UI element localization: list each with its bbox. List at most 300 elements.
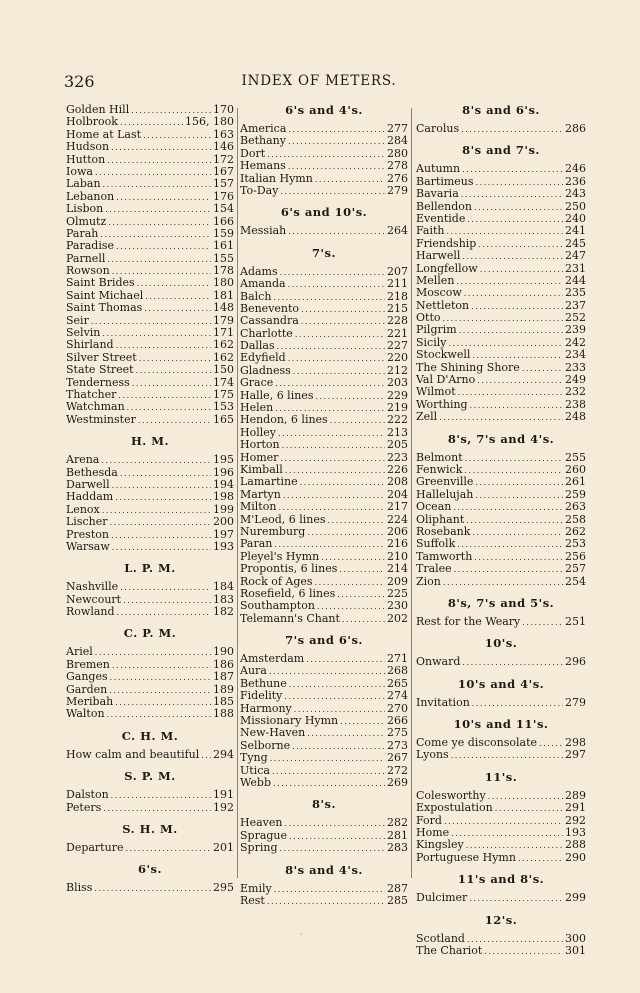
tune-name: Kingsley bbox=[416, 838, 464, 852]
tune-name: To-Day bbox=[240, 183, 279, 197]
tune-name: Carolus bbox=[416, 122, 460, 135]
page-ref: 166 bbox=[213, 214, 234, 228]
dot-leader bbox=[289, 830, 385, 843]
page-ref: 205 bbox=[387, 438, 408, 452]
dot-leader bbox=[465, 452, 563, 465]
tune-name: Westminster bbox=[66, 412, 136, 426]
index-entry bbox=[240, 563, 408, 575]
dot-leader bbox=[111, 529, 211, 542]
page-ref: 201 bbox=[213, 840, 234, 854]
index-entry bbox=[66, 141, 234, 153]
meter-heading: 10's and 4's. bbox=[457, 676, 545, 691]
dot-leader bbox=[539, 737, 563, 750]
tune-name: Pilgrim bbox=[416, 323, 457, 337]
page-ref: 261 bbox=[565, 475, 586, 489]
page-ref: 230 bbox=[387, 599, 408, 613]
page-ref: 235 bbox=[565, 286, 586, 300]
tune-name: Friendship bbox=[416, 236, 477, 250]
page-ref: 278 bbox=[387, 159, 408, 173]
dot-leader bbox=[458, 386, 563, 399]
page-ref: 285 bbox=[387, 893, 408, 907]
tune-name: Heaven bbox=[240, 816, 283, 830]
page-ref: 251 bbox=[565, 614, 586, 628]
page-ref: 217 bbox=[387, 500, 408, 514]
tune-name: Newcourt bbox=[66, 592, 122, 606]
tune-name: Fenwick bbox=[416, 462, 463, 476]
page-ref: 287 bbox=[387, 881, 408, 895]
tune-name: Kimball bbox=[240, 462, 283, 476]
tune-name: Ariel bbox=[66, 645, 93, 659]
dot-leader bbox=[480, 263, 563, 276]
page-ref: 281 bbox=[387, 828, 408, 842]
tune-name: Shirland bbox=[66, 338, 114, 352]
page-header bbox=[64, 72, 574, 92]
tune-name: Hemans bbox=[240, 159, 286, 173]
dot-leader bbox=[95, 166, 211, 179]
meter-heading: L. P. M. bbox=[124, 561, 176, 576]
tune-name: State Street bbox=[66, 363, 134, 377]
tune-name: Cassandra bbox=[240, 314, 299, 328]
tune-name: Missionary Hymn bbox=[240, 714, 339, 728]
page-ref: 208 bbox=[387, 475, 408, 489]
index-entry bbox=[240, 135, 408, 147]
index-entry bbox=[240, 752, 408, 764]
index-entry bbox=[416, 538, 586, 550]
index-entry bbox=[240, 690, 408, 702]
tune-name: Tenderness bbox=[66, 375, 130, 389]
page-ref: 242 bbox=[565, 335, 586, 349]
page-ref: 210 bbox=[387, 549, 408, 563]
index-entry bbox=[66, 401, 234, 413]
dot-leader bbox=[288, 135, 385, 148]
page-ref: 222 bbox=[387, 413, 408, 427]
meter-heading: 8's and 4's. bbox=[285, 862, 363, 877]
tune-name: Dallas bbox=[240, 339, 275, 353]
meter-heading: 12's. bbox=[484, 912, 518, 927]
dot-leader bbox=[444, 815, 563, 828]
dot-leader bbox=[284, 690, 385, 703]
page-ref: 257 bbox=[565, 562, 586, 576]
page-ref: 165 bbox=[213, 412, 234, 426]
tune-name: Stockwell bbox=[416, 348, 471, 362]
tune-name: Zion bbox=[416, 574, 441, 588]
index-entry bbox=[416, 349, 586, 361]
index-entry bbox=[416, 300, 586, 312]
dot-leader bbox=[105, 203, 211, 216]
tune-name: Adams bbox=[240, 264, 278, 278]
page-ref: 184 bbox=[213, 580, 234, 594]
page-ref: 288 bbox=[565, 838, 586, 852]
tune-name: Expostulation bbox=[416, 801, 493, 815]
dot-leader bbox=[522, 362, 563, 375]
index-entry bbox=[416, 802, 586, 814]
index-entry bbox=[66, 454, 234, 466]
dot-leader bbox=[522, 616, 563, 629]
tune-name: Emily bbox=[240, 881, 272, 895]
dot-leader bbox=[288, 225, 385, 238]
dot-leader bbox=[453, 501, 563, 514]
page-ref: 298 bbox=[565, 736, 586, 750]
tune-name: Saint Brides bbox=[66, 276, 135, 290]
page-ref: 215 bbox=[387, 301, 408, 315]
dot-leader bbox=[103, 178, 211, 191]
dot-leader bbox=[112, 479, 211, 492]
page-ref: 292 bbox=[565, 813, 586, 827]
page-ref: 180 bbox=[213, 276, 234, 290]
tune-name: Saint Thomas bbox=[66, 301, 143, 315]
page-ref: 200 bbox=[213, 515, 234, 529]
dot-leader bbox=[306, 653, 385, 666]
index-entry bbox=[66, 708, 234, 720]
page-ref: 262 bbox=[565, 524, 586, 538]
page-ref: 280 bbox=[387, 146, 408, 160]
tune-name: Bartimeus bbox=[416, 174, 474, 188]
index-entry bbox=[240, 185, 408, 197]
meter-heading: C. P. M. bbox=[123, 626, 177, 641]
tune-name: Bavaria bbox=[416, 187, 459, 201]
page-ref: 237 bbox=[565, 298, 586, 312]
tune-name: Southampton bbox=[240, 599, 315, 613]
dot-leader bbox=[454, 563, 563, 576]
dot-leader bbox=[340, 715, 385, 728]
tune-name: How calm and beautiful bbox=[66, 747, 200, 761]
page-ref: 282 bbox=[387, 816, 408, 830]
tune-name: Fidelity bbox=[240, 689, 283, 703]
index-entry bbox=[66, 240, 234, 252]
page-ref: 175 bbox=[213, 387, 234, 401]
index-entry bbox=[66, 178, 234, 190]
tune-name: Olmutz bbox=[66, 214, 107, 228]
index-entry bbox=[240, 538, 408, 550]
dot-leader bbox=[439, 411, 563, 424]
tune-name: Dort bbox=[240, 146, 266, 160]
page-ref: 218 bbox=[387, 289, 408, 303]
page-ref: 233 bbox=[565, 360, 586, 374]
dot-leader bbox=[116, 240, 211, 253]
dot-leader bbox=[201, 749, 211, 762]
tune-name: Homer bbox=[240, 450, 279, 464]
tune-name: Invitation bbox=[416, 695, 470, 709]
tune-name: Paran bbox=[240, 537, 273, 551]
tune-name: Telemann's Chant bbox=[240, 611, 340, 625]
page-ref: 196 bbox=[213, 465, 234, 479]
page-ref: 241 bbox=[565, 224, 586, 238]
dot-leader bbox=[337, 588, 385, 601]
dot-leader bbox=[132, 377, 211, 390]
index-entry bbox=[240, 895, 408, 907]
dot-leader bbox=[144, 302, 211, 315]
tune-name: Suffolk bbox=[416, 537, 456, 551]
page-ref: 286 bbox=[565, 122, 586, 135]
tune-name: Saint Michael bbox=[66, 288, 144, 302]
column-divider bbox=[237, 108, 238, 878]
page-ref: 252 bbox=[565, 311, 586, 325]
dot-leader bbox=[274, 883, 385, 896]
dot-leader bbox=[288, 352, 385, 365]
dot-leader bbox=[112, 659, 211, 672]
page-ref: 214 bbox=[387, 562, 408, 576]
index-entry bbox=[66, 842, 234, 854]
dot-leader bbox=[111, 141, 211, 154]
page-ref: 300 bbox=[565, 931, 586, 945]
dot-leader bbox=[495, 802, 563, 815]
page-ref: 250 bbox=[565, 199, 586, 213]
index-entry bbox=[240, 777, 408, 789]
dot-leader bbox=[272, 765, 385, 778]
dot-leader bbox=[103, 802, 211, 815]
dot-leader bbox=[282, 439, 385, 452]
tune-name: Tyng bbox=[240, 751, 268, 765]
dot-leader bbox=[474, 201, 563, 214]
index-entry bbox=[240, 817, 408, 829]
index-entry bbox=[416, 476, 586, 488]
page-ref: 207 bbox=[387, 264, 408, 278]
page-ref: 146 bbox=[213, 140, 234, 154]
index-entry bbox=[416, 324, 586, 336]
page-ref: 202 bbox=[387, 611, 408, 625]
dot-leader bbox=[443, 576, 563, 589]
dot-leader bbox=[451, 827, 563, 840]
page-ref: 231 bbox=[565, 261, 586, 275]
tune-name: Rock of Ages bbox=[240, 574, 313, 588]
page-ref: 256 bbox=[565, 549, 586, 563]
index-entry bbox=[240, 278, 408, 290]
meter-heading: 10's. bbox=[484, 636, 518, 651]
index-entry bbox=[66, 581, 234, 593]
index-entry bbox=[66, 116, 234, 128]
index-entry bbox=[416, 501, 586, 513]
page-ref: 188 bbox=[213, 707, 234, 721]
index-entry bbox=[416, 287, 586, 299]
index-entry bbox=[66, 339, 234, 351]
dot-leader bbox=[138, 414, 211, 427]
tune-name: Rowland bbox=[66, 605, 115, 619]
dot-leader bbox=[102, 504, 211, 517]
page-ref: 195 bbox=[213, 453, 234, 467]
dot-leader bbox=[459, 324, 563, 337]
tune-name: Paradise bbox=[66, 239, 114, 253]
tune-name: Holley bbox=[240, 425, 276, 439]
meter-heading: S. H. M. bbox=[122, 821, 178, 836]
tune-name: Golden Hill bbox=[66, 103, 130, 116]
index-entry bbox=[66, 203, 234, 215]
dot-leader bbox=[116, 191, 211, 204]
index-entry bbox=[240, 476, 408, 488]
page-ref: 161 bbox=[213, 239, 234, 253]
tune-name: Hallelujah bbox=[416, 487, 474, 501]
tune-name: Lyons bbox=[416, 748, 449, 762]
dot-leader bbox=[476, 176, 563, 189]
index-entry bbox=[66, 491, 234, 503]
index-entry bbox=[240, 439, 408, 451]
meter-heading: 11's. bbox=[484, 769, 518, 784]
tune-name: Departure bbox=[66, 840, 124, 854]
index-entry bbox=[416, 563, 586, 575]
index-entry bbox=[240, 414, 408, 426]
dot-leader bbox=[464, 464, 563, 477]
index-entry bbox=[416, 945, 586, 957]
column-divider bbox=[411, 108, 412, 878]
index-entry bbox=[416, 656, 586, 668]
index-entry bbox=[66, 541, 234, 553]
page-ref: 299 bbox=[565, 891, 586, 905]
tune-name: Warsaw bbox=[66, 539, 110, 553]
tune-name: Parnell bbox=[66, 251, 106, 265]
tune-name: Helen bbox=[240, 401, 274, 415]
index-entry bbox=[416, 576, 586, 588]
tune-name: Lisbon bbox=[66, 202, 104, 216]
page-ref: 249 bbox=[565, 373, 586, 387]
page-ref: 244 bbox=[565, 273, 586, 287]
page-ref: 227 bbox=[387, 339, 408, 353]
page-ref: 203 bbox=[387, 376, 408, 390]
dot-leader bbox=[94, 882, 211, 895]
dot-leader bbox=[127, 401, 211, 414]
dot-leader bbox=[280, 185, 385, 198]
tune-name: The Chariot bbox=[416, 943, 483, 957]
tune-name: Edyfield bbox=[240, 351, 286, 365]
tune-name: Benevento bbox=[240, 301, 300, 315]
tune-name: Belmont bbox=[416, 450, 463, 464]
page-ref: 226 bbox=[387, 462, 408, 476]
tune-name: Grace bbox=[240, 376, 274, 390]
page-ref: 273 bbox=[387, 738, 408, 752]
tune-name: Longfellow bbox=[416, 261, 478, 275]
tune-name: Oliphant bbox=[416, 512, 465, 526]
dot-leader bbox=[112, 541, 211, 554]
page-ref: 185 bbox=[213, 695, 234, 709]
dot-leader bbox=[295, 328, 385, 341]
dot-leader bbox=[108, 216, 211, 229]
tune-name: Walton bbox=[66, 707, 105, 721]
dot-leader bbox=[139, 352, 211, 365]
tune-name: Wilmot bbox=[416, 385, 456, 399]
dot-leader bbox=[109, 516, 211, 529]
page-mark: · bbox=[300, 930, 303, 939]
index-entry bbox=[416, 697, 586, 709]
page-ref: 193 bbox=[213, 539, 234, 553]
tune-name: Spring bbox=[240, 841, 278, 855]
tune-name: Gladness bbox=[240, 363, 291, 377]
tune-name: Bethany bbox=[240, 134, 286, 148]
dot-leader bbox=[451, 749, 563, 762]
tune-name: Worthing bbox=[416, 397, 468, 411]
page-ref: 224 bbox=[387, 512, 408, 526]
tune-name: Selvin bbox=[66, 326, 101, 340]
index-entry bbox=[240, 315, 408, 327]
meter-heading: H. M. bbox=[130, 434, 170, 449]
dot-leader bbox=[95, 646, 211, 659]
index-entry bbox=[240, 883, 408, 895]
dot-leader bbox=[289, 678, 385, 691]
index-entry bbox=[66, 364, 234, 376]
index-entry bbox=[240, 613, 408, 625]
dot-leader bbox=[270, 752, 385, 765]
page-ref: 187 bbox=[213, 670, 234, 684]
page-ref: 157 bbox=[213, 177, 234, 191]
page-ref: 220 bbox=[387, 351, 408, 365]
page-ref: 255 bbox=[565, 450, 586, 464]
dot-leader bbox=[91, 315, 211, 328]
dot-leader bbox=[477, 374, 563, 387]
dot-leader bbox=[136, 364, 211, 377]
page-ref: 153 bbox=[213, 400, 234, 414]
index-entry bbox=[416, 616, 586, 628]
index-entry bbox=[66, 789, 234, 801]
index-entry bbox=[66, 414, 234, 426]
dot-leader bbox=[475, 476, 563, 489]
dot-leader bbox=[484, 945, 563, 958]
dot-leader bbox=[145, 290, 211, 303]
page-ref: 290 bbox=[565, 850, 586, 864]
tune-name: Parah bbox=[66, 226, 99, 240]
page-ref: 193 bbox=[565, 826, 586, 840]
page-ref: 228 bbox=[387, 314, 408, 328]
page-ref: 296 bbox=[565, 655, 586, 669]
page-ref: 234 bbox=[565, 348, 586, 362]
tune-name: Lebanon bbox=[66, 189, 115, 203]
page-ref: 198 bbox=[213, 490, 234, 504]
tune-name: Onward bbox=[416, 655, 461, 669]
page-ref: 178 bbox=[213, 264, 234, 278]
index-entry bbox=[416, 123, 586, 135]
dot-leader bbox=[315, 390, 385, 403]
meter-heading: 6's and 10's. bbox=[280, 205, 368, 220]
index-entry bbox=[416, 852, 586, 864]
dot-leader bbox=[457, 538, 563, 551]
tune-name: Tamworth bbox=[416, 549, 473, 563]
page-ref: 236 bbox=[565, 174, 586, 188]
dot-leader bbox=[279, 842, 385, 855]
page-ref: 155 bbox=[213, 251, 234, 265]
meter-heading: 8's and 7's. bbox=[462, 143, 540, 158]
page-ref: 170 bbox=[213, 103, 234, 116]
tune-name: Laban bbox=[66, 177, 101, 191]
dot-leader bbox=[471, 300, 563, 313]
tune-name: Watchman bbox=[66, 400, 125, 414]
page-number: 326 bbox=[64, 72, 95, 91]
dot-leader bbox=[461, 123, 563, 136]
tune-name: Hutton bbox=[66, 152, 106, 166]
page-ref: 267 bbox=[387, 751, 408, 765]
index-entry bbox=[66, 749, 234, 761]
dot-leader bbox=[143, 129, 211, 142]
page-ref: 159 bbox=[213, 226, 234, 240]
page-ref: 276 bbox=[387, 171, 408, 185]
tune-name: Amsterdam bbox=[240, 652, 305, 666]
tune-name: Hendon, 6 lines bbox=[240, 413, 328, 427]
page-ref: 176 bbox=[213, 189, 234, 203]
dot-leader bbox=[328, 514, 385, 527]
page-ref: 279 bbox=[565, 695, 586, 709]
page-ref: 225 bbox=[387, 586, 408, 600]
tune-name: Zell bbox=[416, 410, 438, 424]
meter-heading: 7's and 6's. bbox=[285, 633, 363, 648]
dot-leader bbox=[280, 452, 385, 465]
dot-leader bbox=[464, 287, 563, 300]
page-ref: 197 bbox=[213, 527, 234, 541]
dot-leader bbox=[107, 708, 211, 721]
tune-name: Bellendon bbox=[416, 199, 472, 213]
page-ref: 189 bbox=[213, 682, 234, 696]
dot-leader bbox=[110, 671, 211, 684]
tune-name: Faith bbox=[416, 224, 445, 238]
tune-name: Aura bbox=[240, 664, 267, 678]
index-entry bbox=[66, 802, 234, 814]
dot-leader bbox=[293, 365, 385, 378]
page-ref: 260 bbox=[565, 462, 586, 476]
index-column-3 bbox=[416, 104, 586, 957]
